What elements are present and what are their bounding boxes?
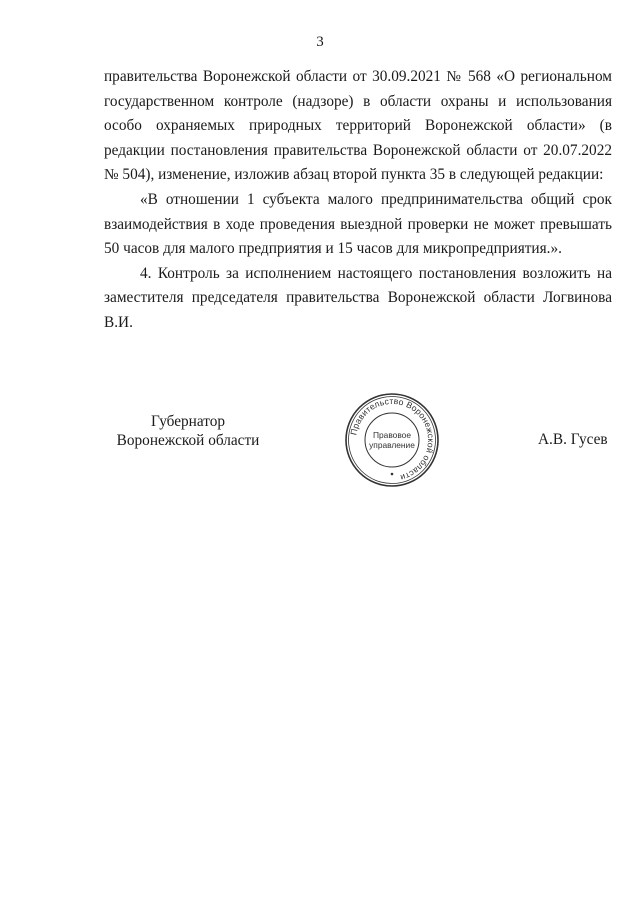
document-body bbox=[104, 65, 612, 336]
paragraph-control: 4. Контроль за исполнением настоящего постановления возложить на заместителя председателя правительства Воронежской области Логвинова В.И. bbox=[104, 264, 612, 331]
signatory-title bbox=[108, 412, 268, 450]
paragraph-quote: «В отношении 1 субъекта малого предпринимательства общий срок взаимодействия в ходе проведения выездной проверки не может превышать 50 часов для малого предприятия и 15 часов для микропредприятия.». bbox=[104, 190, 612, 258]
stamp-center-line2: управление bbox=[369, 440, 415, 450]
signatory-title-line2: Воронежской области bbox=[116, 432, 260, 449]
signatory-name: А.В. Гусев bbox=[538, 431, 608, 448]
paragraph-amendment: правительства Воронежской области от 30.09.2021 № 568 «О региональном государственном контроле (надзоре) в области охраны и использования особо охраняемых природных территорий Воронежской области» (в редакции постановления правительства Воронежской области от 20.07.2022 № 504), изменение, изложив абзац второй пункта 35 в следующей редакции: bbox=[104, 68, 612, 184]
signatory-title-line1: Губернатор bbox=[150, 413, 226, 430]
page-number: 3 bbox=[316, 34, 324, 50]
stamp-center-line1: Правовое bbox=[372, 430, 412, 440]
official-stamp bbox=[344, 392, 440, 488]
stamp-star-icon bbox=[391, 473, 394, 476]
stamp-ring-text: Правительство Воронежской области bbox=[348, 395, 437, 483]
